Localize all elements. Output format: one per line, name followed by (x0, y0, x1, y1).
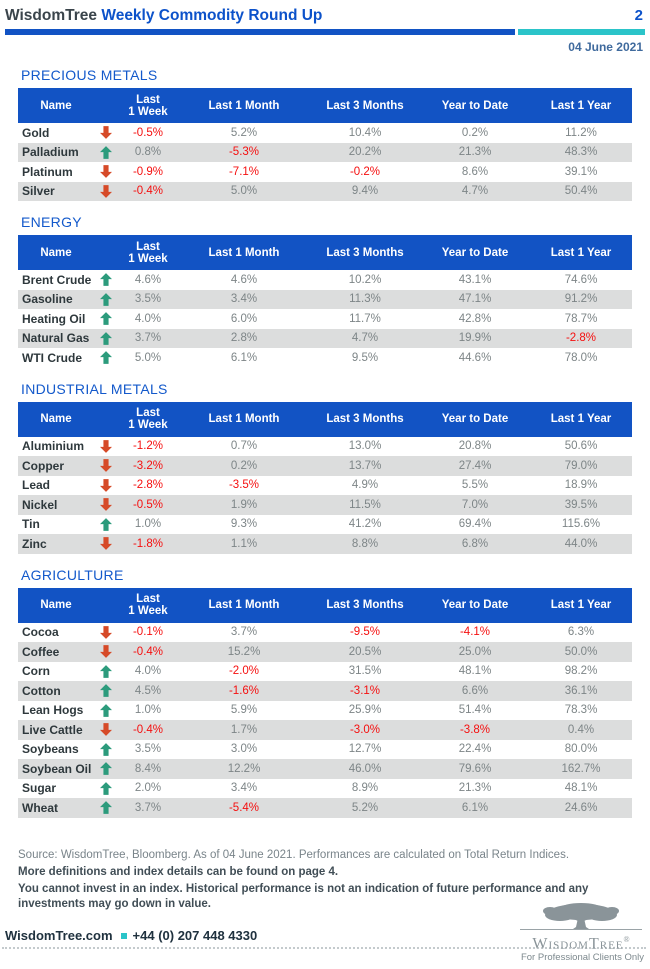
last-1-year-value: 78.3% (564, 704, 598, 717)
last-1-week-value: -0.5% (132, 126, 164, 139)
last-1-year-value: 48.3% (564, 146, 598, 159)
last-3-months-value: 25.9% (348, 704, 382, 717)
table-row (18, 779, 632, 799)
website-link[interactable]: WisdomTree.com (5, 928, 113, 943)
table-row (18, 662, 632, 682)
down-arrow-icon (94, 723, 118, 736)
year-to-date-value: -3.8% (459, 723, 491, 736)
col-header-name: Name (40, 99, 72, 112)
last-3-months-value: -3.1% (349, 684, 381, 697)
last-1-month-value: 1.1% (230, 537, 258, 550)
last-1-week-value: 3.5% (134, 293, 162, 306)
last-1-week-value: -0.5% (132, 498, 164, 511)
commodity-name: Palladium (22, 145, 79, 160)
col-header-last-1-year: Last 1 Year (550, 599, 612, 611)
last-3-months-value: 4.9% (351, 479, 379, 492)
footer-disclaimer: You cannot invest in an index. Historical performance is not an indication of future performance and any investments may go down in value. (18, 882, 589, 910)
last-1-month-value: 12.2% (227, 762, 261, 775)
last-1-week-value: 3.5% (134, 743, 162, 756)
last-3-months-value: 12.7% (348, 743, 382, 756)
col-header-last-3-months: Last 3 Months (326, 246, 404, 259)
teal-square-bullet (121, 933, 127, 939)
commodity-table (18, 88, 632, 201)
last-1-week-value: 4.6% (134, 273, 162, 286)
last-1-year-value: 36.1% (564, 684, 598, 697)
commodity-name: Natural Gas (22, 331, 90, 346)
commodity-name: Nickel (22, 497, 58, 512)
last-1-week-value: 3.7% (134, 801, 162, 814)
table-row (18, 681, 632, 701)
last-1-month-value: -5.4% (228, 801, 260, 814)
phone-number: +44 (0) 207 448 4330 (132, 928, 258, 943)
commodity-name: WTI Crude (22, 350, 82, 365)
commodity-name: Coffee (22, 644, 60, 659)
last-1-month-value: 1.7% (230, 723, 258, 736)
last-3-months-value: 4.7% (351, 332, 379, 345)
commodity-section (18, 214, 632, 368)
last-3-months-value: 13.0% (348, 440, 382, 453)
col-header-last-3-months: Last 3 Months (326, 99, 404, 112)
last-1-month-value: 3.4% (230, 293, 258, 306)
last-3-months-value: 9.5% (351, 351, 379, 364)
last-1-month-value: 9.3% (230, 518, 258, 531)
up-arrow-icon (94, 332, 118, 345)
table-row (18, 456, 632, 476)
last-1-week-value: 4.0% (134, 312, 162, 325)
table-body (18, 437, 632, 554)
last-1-year-value: 78.0% (564, 351, 598, 364)
bottom-bar (0, 900, 650, 969)
last-1-month-value: -5.3% (228, 146, 260, 159)
commodity-name: Soybeans (22, 742, 79, 757)
table-header-row (18, 88, 632, 123)
year-to-date-value: 47.1% (458, 293, 492, 306)
commodity-section (18, 567, 632, 818)
col-header-year-to-date: Year to Date (441, 413, 509, 425)
table-row (18, 720, 632, 740)
last-3-months-value: 46.0% (348, 762, 382, 775)
col-header-last-1-year: Last 1 Year (550, 413, 612, 425)
table-header-row (18, 588, 632, 623)
up-arrow-icon (94, 762, 118, 775)
contact-line (5, 928, 257, 943)
col-header-last-1-month: Last 1 Month (208, 246, 280, 259)
last-1-week-value: 3.7% (134, 332, 162, 345)
down-arrow-icon (94, 498, 118, 511)
tree-icon (520, 901, 642, 929)
logo-wordmark: WisdomTree® (520, 929, 642, 952)
commodity-name: Cocoa (22, 625, 59, 640)
col-header-last-1-month: Last 1 Month (208, 599, 280, 611)
commodity-name: Sugar (22, 781, 57, 796)
brand-name: WisdomTree (5, 7, 98, 24)
year-to-date-value: 42.8% (458, 312, 492, 325)
last-1-year-value: 11.2% (565, 126, 597, 139)
up-arrow-icon (94, 704, 118, 717)
table-body (18, 123, 632, 201)
last-1-year-value: 50.0% (564, 645, 598, 658)
year-to-date-value: 27.4% (458, 459, 492, 472)
table-row (18, 798, 632, 818)
down-arrow-icon (94, 440, 118, 453)
last-1-year-value: 18.9% (564, 479, 598, 492)
col-header-last-3-months: Last 3 Months (326, 599, 404, 611)
page-title (5, 7, 322, 25)
col-header-year-to-date: Year to Date (441, 99, 509, 112)
last-1-month-value: 1.9% (230, 498, 258, 511)
commodity-section (18, 381, 632, 554)
last-1-week-value: -0.1% (132, 626, 164, 639)
last-1-week-value: 4.0% (134, 665, 162, 678)
up-arrow-icon (94, 743, 118, 756)
last-3-months-value: 10.2% (348, 273, 382, 286)
last-1-year-value: 98.2% (564, 665, 598, 678)
up-arrow-icon (94, 351, 118, 364)
section-title: ENERGY (21, 214, 82, 230)
col-header-year-to-date: Year to Date (441, 599, 509, 611)
last-1-month-value: 15.2% (227, 645, 261, 658)
last-1-week-value: -2.8% (132, 479, 164, 492)
last-1-year-value: 79.0% (564, 459, 598, 472)
last-1-month-value: 5.9% (230, 704, 258, 717)
last-3-months-value: 13.7% (348, 459, 382, 472)
col-header-last-1-week: Last 1 Week (128, 407, 168, 431)
last-1-year-value: 50.4% (564, 185, 598, 198)
table-row (18, 515, 632, 535)
commodity-name: Zinc (22, 536, 47, 551)
year-to-date-value: 8.6% (461, 165, 489, 178)
col-header-last-1-year: Last 1 Year (550, 99, 612, 112)
year-to-date-value: 43.1% (458, 273, 492, 286)
last-1-month-value: -1.6% (228, 684, 260, 697)
up-arrow-icon (94, 782, 118, 795)
table-row (18, 437, 632, 457)
last-1-week-value: -3.2% (132, 459, 164, 472)
last-1-week-value: 5.0% (134, 351, 162, 364)
last-1-week-value: 2.0% (134, 782, 162, 795)
commodity-section (18, 67, 632, 201)
last-3-months-value: 8.9% (351, 782, 379, 795)
commodity-table (18, 235, 632, 368)
last-1-year-value: 80.0% (564, 743, 598, 756)
last-1-year-value: 0.4% (567, 723, 595, 736)
year-to-date-value: 21.3% (458, 146, 492, 159)
up-arrow-icon (94, 312, 118, 325)
last-1-week-value: 4.5% (134, 684, 162, 697)
title-rule-blue-segment (5, 29, 515, 35)
year-to-date-value: 7.0% (461, 498, 489, 511)
commodity-name: Soybean Oil (22, 761, 92, 776)
year-to-date-value: 69.4% (458, 518, 492, 531)
last-1-year-value: -2.8% (565, 332, 597, 345)
last-1-year-value: 39.5% (564, 498, 598, 511)
registered-mark: ® (623, 935, 630, 944)
up-arrow-icon (94, 293, 118, 306)
col-header-last-1-year: Last 1 Year (550, 246, 612, 259)
commodity-name: Brent Crude (22, 272, 92, 287)
last-1-month-value: 5.2% (230, 126, 258, 139)
last-1-week-value: 1.0% (134, 518, 162, 531)
up-arrow-icon (94, 146, 118, 159)
last-1-month-value: -2.0% (228, 665, 260, 678)
commodity-name: Wheat (22, 800, 58, 815)
title-rule-teal-segment (518, 29, 645, 35)
table-row (18, 476, 632, 496)
last-1-year-value: 39.1% (564, 165, 598, 178)
last-1-month-value: 5.0% (230, 185, 258, 198)
up-arrow-icon (94, 665, 118, 678)
col-header-last-1-week: Last 1 Week (128, 93, 168, 118)
down-arrow-icon (94, 479, 118, 492)
title-rule (5, 29, 645, 35)
col-header-last-1-week: Last 1 Week (128, 593, 168, 617)
commodity-name: Heating Oil (22, 311, 86, 326)
last-1-month-value: 3.0% (230, 743, 258, 756)
last-1-month-value: 6.1% (230, 351, 258, 364)
last-1-year-value: 44.0% (564, 537, 598, 550)
footer-definitions-note: More definitions and index details can be found on page 4. (18, 865, 339, 878)
last-3-months-value: 20.5% (348, 645, 382, 658)
down-arrow-icon (94, 645, 118, 658)
year-to-date-value: 25.0% (458, 645, 492, 658)
year-to-date-value: 22.4% (458, 743, 492, 756)
last-3-months-value: -3.0% (349, 723, 381, 736)
commodity-table (18, 588, 632, 818)
col-header-last-1-week: Last 1 Week (128, 240, 168, 265)
table-row (18, 309, 632, 329)
col-header-name: Name (40, 413, 72, 425)
table-row (18, 623, 632, 643)
commodity-name: Corn (22, 664, 50, 679)
table-row (18, 495, 632, 515)
col-header-year-to-date: Year to Date (441, 246, 509, 259)
last-3-months-value: -9.5% (349, 626, 381, 639)
col-header-last-3-months: Last 3 Months (326, 413, 404, 425)
table-row (18, 348, 632, 368)
table-row (18, 143, 632, 163)
table-row (18, 123, 632, 143)
last-1-week-value: -0.4% (132, 185, 164, 198)
last-3-months-value: 31.5% (348, 665, 382, 678)
year-to-date-value: 21.3% (458, 782, 492, 795)
last-1-week-value: -1.2% (132, 440, 164, 453)
last-1-month-value: 6.0% (230, 312, 258, 325)
up-arrow-icon (94, 518, 118, 531)
commodity-name: Aluminium (22, 439, 84, 454)
page-number: 2 (634, 7, 643, 24)
up-arrow-icon (94, 801, 118, 814)
year-to-date-value: 5.5% (461, 479, 489, 492)
commodity-name: Live Cattle (22, 722, 83, 737)
down-arrow-icon (94, 165, 118, 178)
wisdomtree-logo (520, 901, 642, 952)
year-to-date-value: 6.6% (461, 684, 489, 697)
last-1-year-value: 50.6% (564, 440, 598, 453)
last-1-month-value: 0.2% (230, 459, 258, 472)
last-1-year-value: 162.7% (561, 762, 601, 775)
last-1-year-value: 78.7% (564, 312, 598, 325)
document-date: 04 June 2021 (568, 40, 643, 54)
table-header-row (18, 402, 632, 437)
last-3-months-value: 9.4% (351, 185, 379, 198)
year-to-date-value: 51.4% (458, 704, 492, 717)
last-3-months-value: 5.2% (351, 801, 379, 814)
table-body (18, 623, 632, 818)
last-3-months-value: 11.5% (349, 498, 381, 511)
last-1-year-value: 48.1% (564, 782, 598, 795)
last-1-year-value: 74.6% (564, 273, 598, 286)
year-to-date-value: 20.8% (458, 440, 492, 453)
commodity-name: Gasoline (22, 292, 73, 307)
last-1-year-value: 24.6% (564, 801, 598, 814)
document-header (5, 7, 645, 25)
commodity-name: Silver (22, 184, 55, 199)
last-3-months-value: 10.4% (348, 126, 382, 139)
last-1-week-value: 1.0% (134, 704, 162, 717)
footer-source-text: Source: WisdomTree, Bloomberg. As of 04 June 2021. Performances are calculated on Total Return Indices. (18, 848, 570, 861)
year-to-date-value: 0.2% (461, 126, 489, 139)
last-3-months-value: 11.7% (349, 312, 381, 325)
commodity-name: Copper (22, 458, 64, 473)
commodity-name: Lean Hogs (22, 703, 84, 718)
professional-clients-note: For Professional Clients Only (520, 952, 644, 963)
year-to-date-value: 44.6% (458, 351, 492, 364)
last-1-year-value: 91.2% (564, 293, 598, 306)
last-1-week-value: 0.8% (134, 146, 162, 159)
year-to-date-value: 6.1% (461, 801, 489, 814)
commodity-name: Gold (22, 125, 50, 140)
last-1-year-value: 6.3% (567, 626, 595, 639)
last-1-month-value: 0.7% (230, 440, 258, 453)
table-row (18, 534, 632, 554)
down-arrow-icon (94, 126, 118, 139)
up-arrow-icon (94, 684, 118, 697)
last-3-months-value: 8.8% (351, 537, 379, 550)
last-3-months-value: 11.3% (349, 293, 381, 306)
section-title: INDUSTRIAL METALS (21, 380, 168, 397)
last-1-month-value: 3.7% (230, 626, 258, 639)
table-row (18, 759, 632, 779)
down-arrow-icon (94, 537, 118, 550)
commodity-name: Lead (22, 478, 51, 493)
table-row (18, 701, 632, 721)
last-1-week-value: -0.4% (132, 645, 164, 658)
col-header-name: Name (40, 246, 72, 259)
table-row (18, 740, 632, 760)
down-arrow-icon (94, 185, 118, 198)
table-row (18, 270, 632, 290)
up-arrow-icon (94, 273, 118, 286)
table-row (18, 642, 632, 662)
last-1-year-value: 115.6% (561, 518, 601, 531)
col-header-last-1-month: Last 1 Month (208, 413, 280, 425)
commodity-name: Tin (22, 517, 40, 532)
section-title: AGRICULTURE (21, 566, 124, 583)
table-body (18, 270, 632, 368)
last-1-month-value: 3.4% (230, 782, 258, 795)
last-1-week-value: 8.4% (134, 762, 162, 775)
commodity-sections (18, 67, 632, 818)
table-row (18, 329, 632, 349)
table-row (18, 182, 632, 202)
year-to-date-value: 19.9% (458, 332, 492, 345)
year-to-date-value: -4.1% (459, 626, 491, 639)
table-row (18, 162, 632, 182)
year-to-date-value: 6.8% (461, 537, 489, 550)
down-arrow-icon (94, 626, 118, 639)
last-3-months-value: -0.2% (349, 165, 381, 178)
report-title: Weekly Commodity Round Up (101, 7, 323, 24)
last-1-month-value: 4.6% (230, 273, 258, 286)
last-1-week-value: -0.9% (132, 165, 164, 178)
section-title: PRECIOUS METALS (21, 67, 158, 83)
last-1-month-value: -3.5% (228, 479, 260, 492)
col-header-last-1-month: Last 1 Month (208, 99, 280, 112)
commodity-name: Cotton (22, 683, 61, 698)
table-row (18, 290, 632, 310)
last-3-months-value: 20.2% (348, 146, 382, 159)
last-3-months-value: 41.2% (348, 518, 382, 531)
commodity-name: Platinum (22, 164, 73, 179)
col-header-name: Name (40, 599, 72, 611)
year-to-date-value: 48.1% (458, 665, 492, 678)
year-to-date-value: 79.6% (458, 762, 492, 775)
commodity-table (18, 402, 632, 554)
down-arrow-icon (94, 459, 118, 472)
last-1-week-value: -0.4% (132, 723, 164, 736)
last-1-week-value: -1.8% (132, 537, 164, 550)
last-1-month-value: -7.1% (228, 165, 260, 178)
last-1-month-value: 2.8% (230, 332, 258, 345)
table-header-row (18, 235, 632, 270)
year-to-date-value: 4.7% (461, 185, 489, 198)
